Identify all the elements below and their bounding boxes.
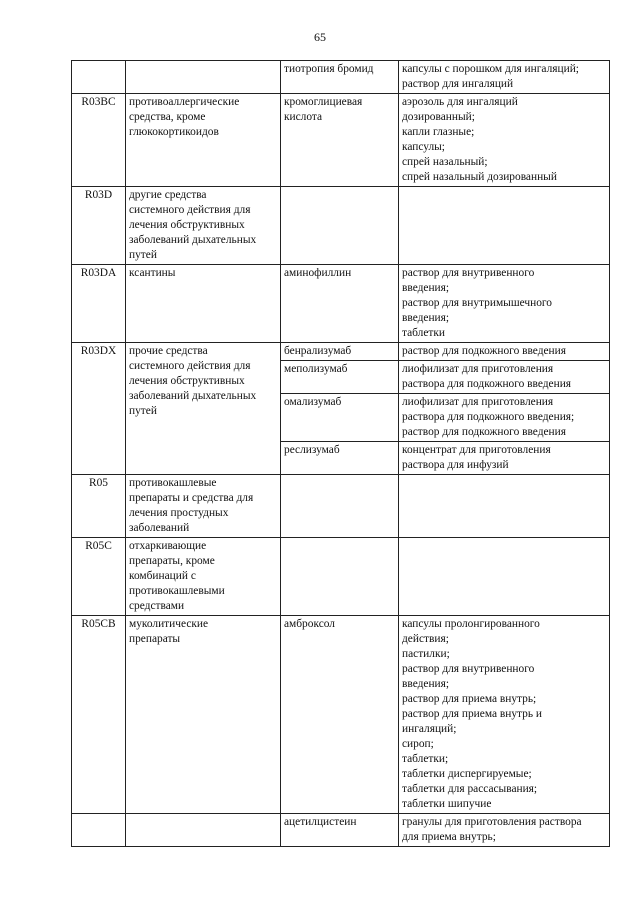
atc-code-cell: [72, 616, 126, 814]
forms-cell: [399, 265, 610, 343]
group-name: путей: [129, 405, 157, 417]
group-name: прочие средства: [129, 345, 208, 357]
atc-code: R03DA: [80, 267, 117, 279]
group-name: системного действия для: [129, 204, 251, 216]
table-row: [72, 94, 610, 187]
dosage-form: раствор для подкожного введения: [402, 426, 566, 438]
group-name: лечения простудных: [129, 507, 229, 519]
dosage-form: раствор для подкожного введения: [402, 345, 566, 357]
drug-table: [71, 60, 610, 847]
forms-cell: [399, 475, 610, 538]
forms-cell: [399, 442, 610, 475]
drug-cell: [281, 442, 399, 475]
atc-code: R03DX: [80, 345, 117, 357]
group-name: лечения обструктивных: [129, 375, 245, 387]
table-row: [72, 814, 610, 847]
group-name: препараты, кроме: [129, 555, 215, 567]
drug-name: тиотропия бромид: [284, 63, 374, 75]
drug-name: бенрализумаб: [284, 345, 352, 357]
dosage-form: ингаляций;: [402, 723, 457, 735]
drug-cell: [281, 394, 399, 442]
drug-cell: [281, 616, 399, 814]
atc-code-cell: [72, 265, 126, 343]
atc-code-cell: [72, 538, 126, 616]
group-name: заболеваний: [129, 522, 190, 534]
dosage-form: капсулы с порошком для ингаляций;: [402, 63, 579, 75]
atc-code-cell: [72, 343, 126, 475]
table-row: [72, 475, 610, 538]
dosage-form: капли глазные;: [402, 126, 475, 138]
group-name: путей: [129, 249, 157, 261]
group-name: лечения обструктивных: [129, 219, 245, 231]
atc-code-cell: [72, 94, 126, 187]
dosage-form: раствора для подкожного введения: [402, 378, 572, 390]
table-row: [72, 61, 610, 94]
drug-cell: [281, 814, 399, 847]
drug-cell: [281, 265, 399, 343]
dosage-form: действия;: [402, 633, 449, 645]
drug-cell: [281, 343, 399, 361]
drug-cell: [281, 187, 399, 265]
dosage-form: таблетки;: [402, 753, 449, 765]
group-cell: [126, 538, 281, 616]
group-name: другие средства: [129, 189, 207, 201]
drug-name: реслизумаб: [284, 444, 340, 456]
forms-cell: [399, 187, 610, 265]
drug-cell: [281, 538, 399, 616]
forms-cell: [399, 538, 610, 616]
group-name: системного действия для: [129, 360, 251, 372]
group-name: муколитические: [129, 618, 209, 630]
drug-name: омализумаб: [284, 396, 342, 408]
dosage-form: аэрозоль для ингаляций: [402, 96, 518, 108]
forms-cell: [399, 814, 610, 847]
group-cell: [126, 616, 281, 814]
dosage-form: концентрат для приготовления: [402, 444, 551, 456]
dosage-form: введения;: [402, 282, 450, 294]
atc-code-cell: [72, 814, 126, 847]
table-row: [72, 616, 610, 814]
atc-code: R05: [89, 477, 108, 489]
drug-name: кислота: [284, 111, 323, 123]
dosage-form: введения;: [402, 312, 450, 324]
dosage-form: спрей назальный дозированный: [402, 171, 557, 183]
group-cell: [126, 343, 281, 475]
dosage-form: лиофилизат для приготовления: [402, 363, 554, 375]
atc-code-cell: [72, 187, 126, 265]
dosage-form: раствор для приема внутрь и: [402, 708, 542, 720]
drug-name: ацетилцистеин: [284, 816, 357, 828]
group-cell: [126, 187, 281, 265]
dosage-form: таблетки диспергируемые;: [402, 768, 532, 780]
dosage-form: раствор для внутримышечного: [402, 297, 552, 309]
drug-name: амброксол: [284, 618, 335, 630]
drug-cell: [281, 361, 399, 394]
dosage-form: капсулы;: [402, 141, 445, 153]
table-row: [72, 538, 610, 616]
forms-cell: [399, 616, 610, 814]
dosage-form: введения;: [402, 678, 450, 690]
atc-code-cell: [72, 475, 126, 538]
dosage-form: раствор для приема внутрь;: [402, 693, 537, 705]
drug-cell: [281, 475, 399, 538]
group-name: ксантины: [129, 267, 176, 279]
dosage-form: пастилки;: [402, 648, 450, 660]
group-cell: [126, 94, 281, 187]
forms-cell: [399, 94, 610, 187]
dosage-form: раствор для внутривенного: [402, 267, 535, 279]
dosage-form: для приема внутрь;: [402, 831, 496, 843]
drug-name: кромоглициевая: [284, 96, 363, 108]
forms-cell: [399, 61, 610, 94]
group-name: отхаркивающие: [129, 540, 207, 552]
dosage-form: спрей назальный;: [402, 156, 488, 168]
group-cell: [126, 265, 281, 343]
forms-cell: [399, 361, 610, 394]
table-row: [72, 343, 610, 361]
group-name: противокашлевые: [129, 477, 217, 489]
dosage-form: дозированный;: [402, 111, 475, 123]
group-name: препараты: [129, 633, 181, 645]
dosage-form: раствор для ингаляций: [402, 78, 514, 90]
dosage-form: капсулы пролонгированного: [402, 618, 540, 630]
page-number: 65: [314, 30, 326, 44]
dosage-form: раствора для инфузий: [402, 459, 509, 471]
dosage-form: раствора для подкожного введения;: [402, 411, 575, 423]
drug-cell: [281, 94, 399, 187]
forms-cell: [399, 343, 610, 361]
group-name: глюкокортикоидов: [129, 126, 219, 138]
group-cell: [126, 61, 281, 94]
group-name: противокашлевыми: [129, 585, 225, 597]
dosage-form: таблетки: [402, 327, 446, 339]
table-row: [72, 265, 610, 343]
group-name: средствами: [129, 600, 185, 612]
forms-cell: [399, 394, 610, 442]
dosage-form: раствор для внутривенного: [402, 663, 535, 675]
group-name: препараты и средства для: [129, 492, 254, 504]
group-cell: [126, 814, 281, 847]
table-row: [72, 187, 610, 265]
dosage-form: сироп;: [402, 738, 434, 750]
group-name: противоаллергические: [129, 96, 240, 108]
dosage-form: гранулы для приготовления раствора: [402, 816, 582, 828]
drug-name: аминофиллин: [284, 267, 352, 279]
group-name: заболеваний дыхательных: [129, 390, 257, 402]
drug-name: меполизумаб: [284, 363, 348, 375]
group-cell: [126, 475, 281, 538]
group-name: комбинаций с: [129, 570, 196, 582]
drug-cell: [281, 61, 399, 94]
group-name: средства, кроме: [129, 111, 206, 123]
atc-code: R05CB: [81, 618, 116, 630]
dosage-form: таблетки для рассасывания;: [402, 783, 538, 795]
group-name: заболеваний дыхательных: [129, 234, 257, 246]
dosage-form: лиофилизат для приготовления: [402, 396, 554, 408]
atc-code-cell: [72, 61, 126, 94]
dosage-form: таблетки шипучие: [402, 798, 492, 810]
atc-code: R05C: [85, 540, 112, 552]
atc-code: R03BC: [81, 96, 116, 108]
atc-code: R03D: [84, 189, 113, 201]
